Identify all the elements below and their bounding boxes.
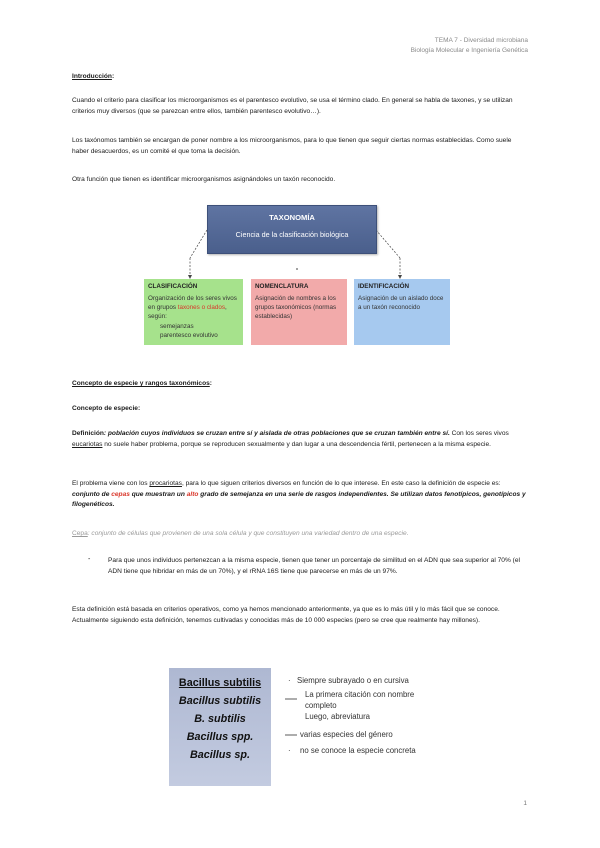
note-first-citation: La primera citación con nombre xyxy=(305,690,415,699)
species-heading-text: Concepto de especie y rangos taxonómicos xyxy=(72,380,210,387)
intro-paragraph-2: Los taxónomos también se encargan de poner nombre a los microorganismos, para lo que tienen que seguir ciertas normas establecidas. Como suele haber desacuerdos, es un comité el que toma la decisión. xyxy=(72,137,512,155)
classification-text-a: Organización de los seres vivos en grupos xyxy=(148,295,237,312)
bacillus-name-underlined: Bacillus subtilis xyxy=(178,677,262,689)
eukaryote-text-b: no suele haber problema, porque se reproducen sexualmente y dan lugar a una descendencia fértil, pertenecen a la misma especie. xyxy=(102,440,491,448)
similarity-bullet: Para que unos individuos pertenezcan a la misma especie, tienen que tener un porcentaje de similitud en el ADN que sea superior al 70% (el ADN tiene que hibridar en más de un 70%), y el rRNA 16S tiene que parecerse en más de un 97%. xyxy=(108,557,520,575)
classification-item-1: semejanzas xyxy=(160,322,194,330)
bullet-mark: - xyxy=(88,556,91,563)
taxonomy-subtitle: Ciencia de la clasificación biológica xyxy=(235,230,349,239)
intro-heading-colon: : xyxy=(111,73,115,80)
header-topic: TEMA 7 - Diversidad microbiana xyxy=(434,37,528,44)
prokaryote-text-a: El problema viene con los xyxy=(72,480,150,487)
species-definition xyxy=(72,429,528,450)
eukaryote-text-a: Con los seres vivos xyxy=(451,430,509,437)
intro-paragraph-1: Cuando el criterio para clasificar los microorganismos es el parentesco evolutivo, se usa el término clado. En general se habla de taxones, y se utilizan criterios muy diversos (que se parezcan entre ellos, también parentesco evolutivo…). xyxy=(72,97,513,115)
species-heading xyxy=(72,379,528,390)
prokaryote-def-alto: alto xyxy=(186,490,199,498)
eukaryote-word: eucariotas xyxy=(72,440,103,448)
cepa-definition xyxy=(72,529,528,540)
identification-box xyxy=(354,279,450,345)
page-number: 1 xyxy=(523,800,527,807)
bacillus-name-sp: Bacillus sp. xyxy=(189,749,250,761)
note-abbreviation: Luego, abreviatura xyxy=(305,712,371,721)
cepa-text: : conjunto de células que provienen de una sola célula y que constituyen una variedad dentro de una especie. xyxy=(87,530,409,537)
taxonomy-box xyxy=(207,205,377,254)
prokaryote-def-b: que muestran un xyxy=(129,490,187,498)
note-bullet-1: · xyxy=(288,676,291,685)
classification-text xyxy=(148,294,239,321)
definition-text: : población cuyos individuos se cruzan entre sí y aislada de otras poblaciones que se cruzan también entre sí. xyxy=(103,430,450,437)
species-heading-colon: : xyxy=(209,380,212,387)
bacillus-name-italic: Bacillus subtilis xyxy=(178,695,262,707)
header-course: Biología Molecular e Ingeniería Genética xyxy=(410,47,528,54)
note-bullet-4: · xyxy=(288,746,291,755)
connector-right xyxy=(376,230,400,258)
note-underline: Siempre subrayado o en cursiva xyxy=(297,676,409,685)
classification-text-red: taxones o clados xyxy=(177,304,226,312)
operative-criteria-paragraph: Esta definición está basada en criterios operativos, como ya hemos mencionado anteriormente, ya que es lo más útil y lo más fácil que se conoce. Actualmente siguiendo esta definición, tenemos cultivadas y conocidas más de 10 000 especies (pero se cree que realmente hay millones). xyxy=(72,606,500,624)
prokaryote-def-cepas: cepas xyxy=(111,490,130,498)
prokaryote-paragraph xyxy=(72,479,528,511)
prokaryote-word: procariotas xyxy=(149,480,182,487)
note-complete: completo xyxy=(305,701,337,710)
bacillus-name-abbrev: B. subtilis xyxy=(194,713,246,725)
note-unknown-species: no se conoce la especie concreta xyxy=(300,746,416,755)
nomenclature-title: NOMENCLATURA xyxy=(255,283,309,290)
prokaryote-def-c: grado de semejanza en una serie de rasgos independientes. Se utilizan datos fenotípicos, genotípicos y filogenéticos. xyxy=(72,490,526,509)
prokaryote-def-a: conjunto de xyxy=(72,490,112,498)
bacillus-names-box xyxy=(169,668,271,786)
identification-title: IDENTIFICACIÓN xyxy=(358,283,410,290)
definition-label: Definición xyxy=(72,430,104,437)
classification-text-b: , según: xyxy=(148,304,227,321)
classification-item-2: parentesco evolutivo xyxy=(160,331,218,339)
note-several-species: varias especies del género xyxy=(300,730,393,739)
nomenclature-box xyxy=(251,279,347,345)
classification-title: CLASIFICACIÓN xyxy=(148,283,198,290)
cepa-label: Cepa xyxy=(72,530,88,537)
taxonomy-title: TAXONOMÍA xyxy=(269,213,315,222)
bacillus-name-spp: Bacillus spp. xyxy=(186,731,254,743)
intro-paragraph-3: Otra función que tienen es identificar microorganismos asignándoles un taxón reconocido. xyxy=(72,176,336,183)
intro-heading-text: Introducción xyxy=(72,73,112,80)
connector-left xyxy=(190,230,207,258)
prokaryote-text-b: , para lo que siguen criterios diversos en función de lo que interese. En este caso la definición de especie es: xyxy=(181,480,501,487)
nomenclature-text: Asignación de nombres a los grupos taxonómicos (normas establecidas) xyxy=(255,295,337,321)
classification-box xyxy=(144,279,243,345)
identification-text: Asignación de un aislado doce a un taxón reconocido xyxy=(358,295,444,312)
species-subheading: Concepto de especie: xyxy=(72,405,141,412)
